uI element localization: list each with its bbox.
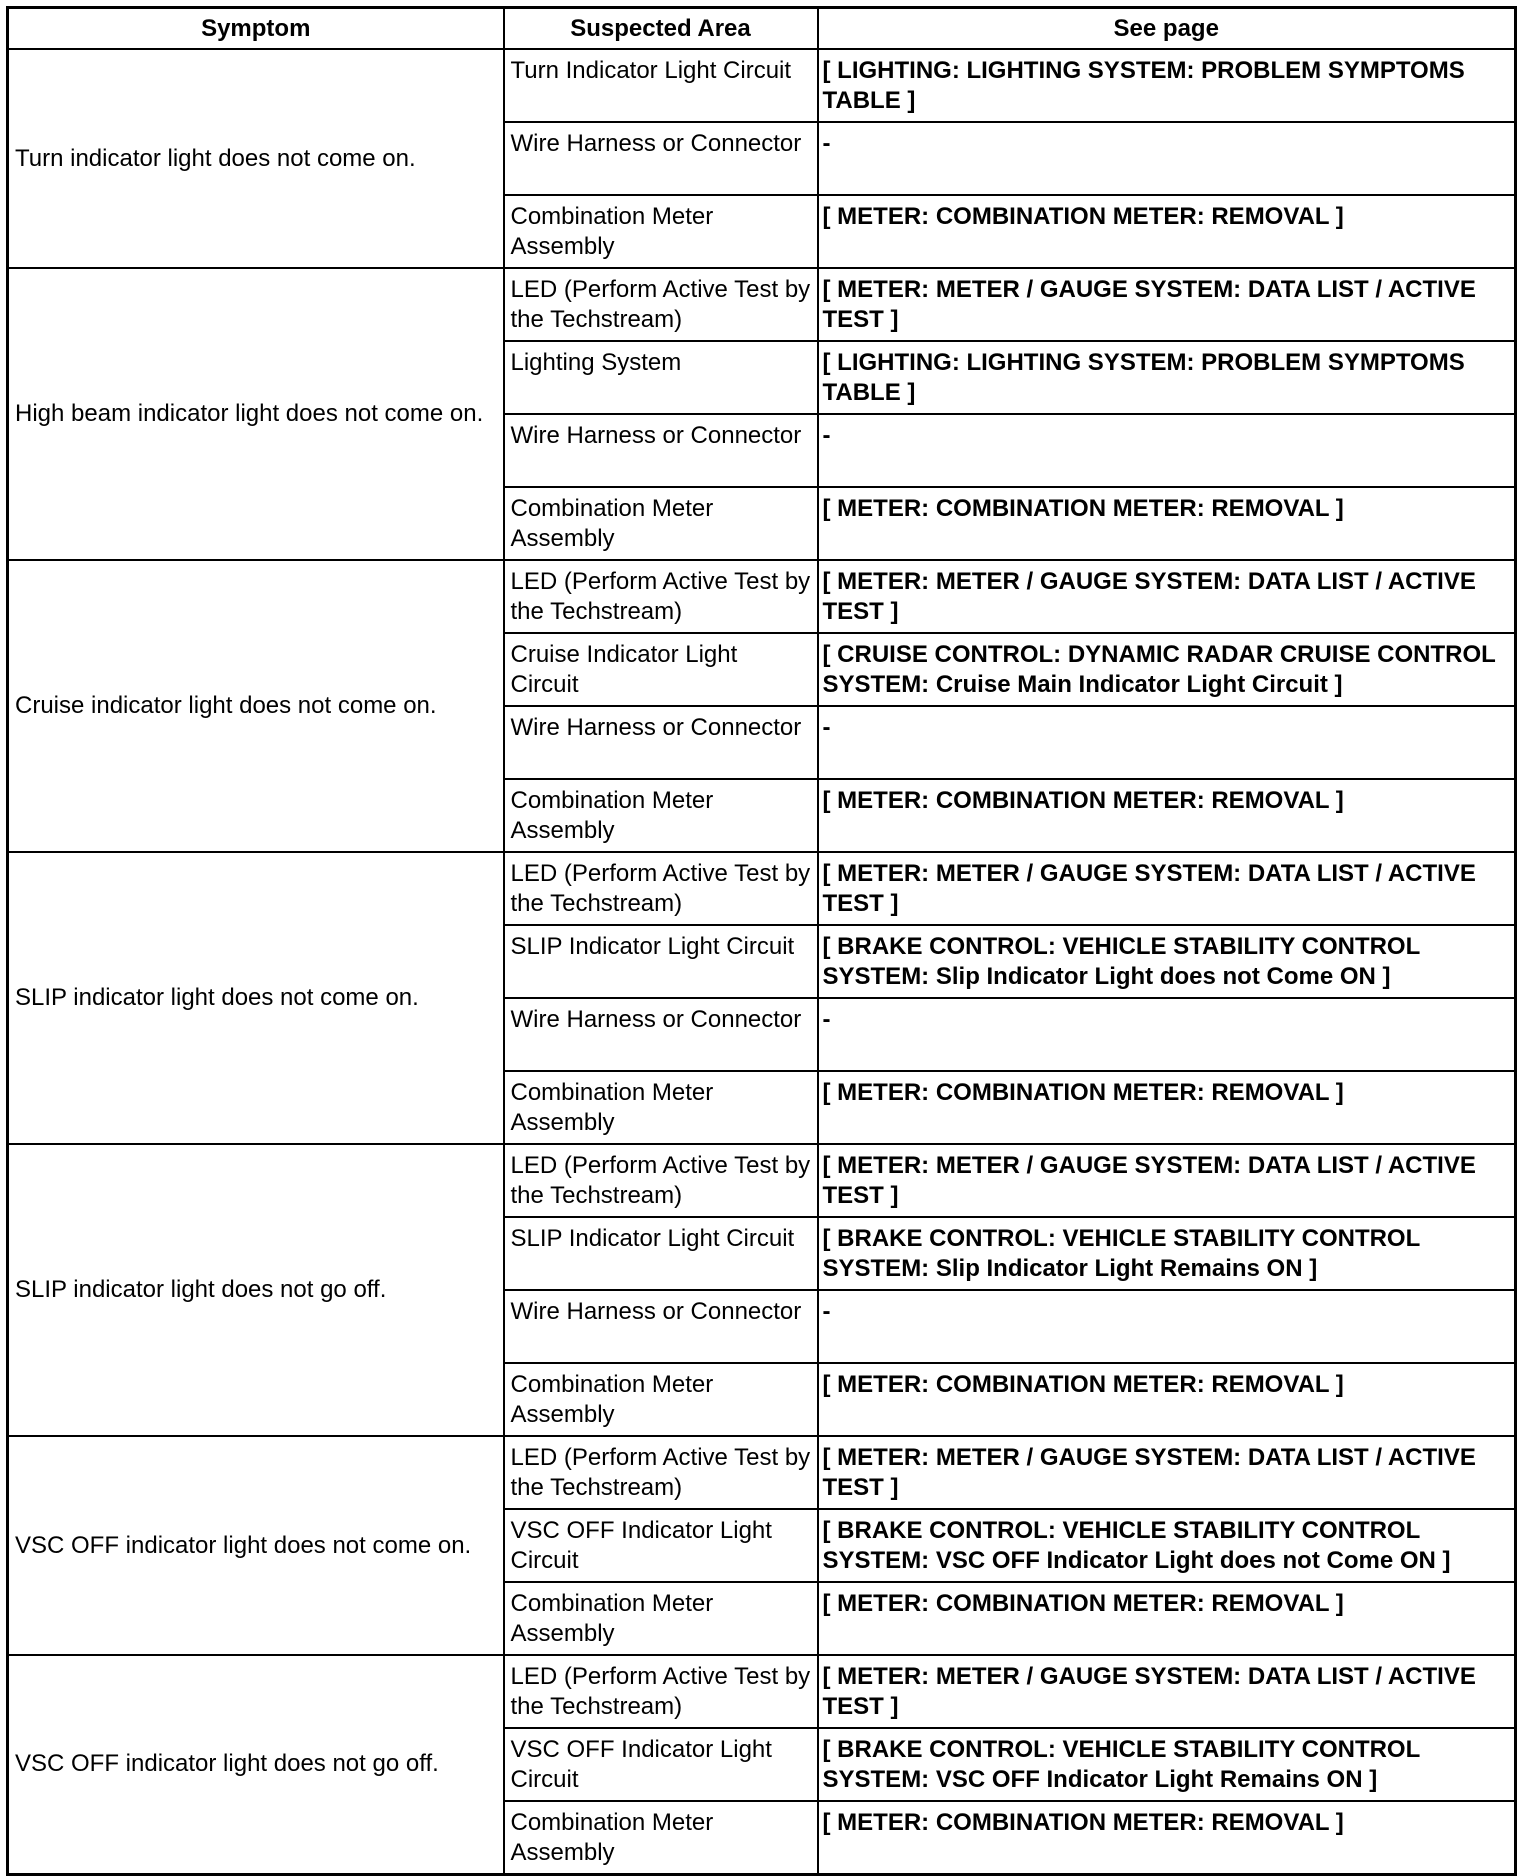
table-row (8, 1655, 1516, 1728)
suspected-area-cell: SLIP Indicator Light Circuit (504, 925, 818, 998)
suspected-area-cell: Wire Harness or Connector (504, 706, 818, 779)
table-header (8, 8, 1516, 50)
suspected-area-cell: Cruise Indicator Light Circuit (504, 633, 818, 706)
symptom-cell: Turn indicator light does not come on. (8, 49, 504, 268)
see-page-cell: [ METER: COMBINATION METER: REMOVAL ] (818, 779, 1516, 852)
see-page-cell: [ METER: METER / GAUGE SYSTEM: DATA LIST / ACTIVE TEST ] (818, 1144, 1516, 1217)
see-page-cell: - (818, 414, 1516, 487)
see-page-cell: - (818, 122, 1516, 195)
table-row (8, 1436, 1516, 1509)
suspected-area-cell: VSC OFF Indicator Light Circuit (504, 1728, 818, 1801)
suspected-area-cell: LED (Perform Active Test by the Techstream) (504, 268, 818, 341)
see-page-cell: [ METER: COMBINATION METER: REMOVAL ] (818, 487, 1516, 560)
see-page-cell: [ METER: COMBINATION METER: REMOVAL ] (818, 1582, 1516, 1655)
symptom-cell: VSC OFF indicator light does not come on. (8, 1436, 504, 1655)
table-row (8, 49, 1516, 122)
header-see-page: See page (818, 8, 1516, 50)
suspected-area-cell: Combination Meter Assembly (504, 1071, 818, 1144)
header-symptom: Symptom (8, 8, 504, 50)
see-page-cell: [ METER: METER / GAUGE SYSTEM: DATA LIST / ACTIVE TEST ] (818, 560, 1516, 633)
table-body (8, 49, 1516, 1874)
suspected-area-cell: VSC OFF Indicator Light Circuit (504, 1509, 818, 1582)
suspected-area-cell: LED (Perform Active Test by the Techstream) (504, 1436, 818, 1509)
see-page-cell: [ METER: COMBINATION METER: REMOVAL ] (818, 1363, 1516, 1436)
suspected-area-cell: LED (Perform Active Test by the Techstream) (504, 1655, 818, 1728)
see-page-cell: [ METER: METER / GAUGE SYSTEM: DATA LIST / ACTIVE TEST ] (818, 1436, 1516, 1509)
see-page-cell: [ BRAKE CONTROL: VEHICLE STABILITY CONTROL SYSTEM: VSC OFF Indicator Light does not Come ON ] (818, 1509, 1516, 1582)
suspected-area-cell: Wire Harness or Connector (504, 998, 818, 1071)
table-row (8, 852, 1516, 925)
symptom-cell: VSC OFF indicator light does not go off. (8, 1655, 504, 1874)
suspected-area-cell: Combination Meter Assembly (504, 1363, 818, 1436)
table-row (8, 560, 1516, 633)
symptom-cell: High beam indicator light does not come on. (8, 268, 504, 560)
see-page-cell: [ METER: METER / GAUGE SYSTEM: DATA LIST / ACTIVE TEST ] (818, 1655, 1516, 1728)
symptom-cell: SLIP indicator light does not come on. (8, 852, 504, 1144)
see-page-cell: [ BRAKE CONTROL: VEHICLE STABILITY CONTROL SYSTEM: Slip Indicator Light Remains ON ] (818, 1217, 1516, 1290)
header-suspected-area: Suspected Area (504, 8, 818, 50)
table-row (8, 268, 1516, 341)
problem-symptoms-sheet (6, 6, 1517, 1876)
see-page-cell: - (818, 706, 1516, 779)
suspected-area-cell: Combination Meter Assembly (504, 195, 818, 268)
see-page-cell: [ METER: METER / GAUGE SYSTEM: DATA LIST / ACTIVE TEST ] (818, 268, 1516, 341)
suspected-area-cell: Wire Harness or Connector (504, 1290, 818, 1363)
see-page-cell: [ METER: METER / GAUGE SYSTEM: DATA LIST / ACTIVE TEST ] (818, 852, 1516, 925)
suspected-area-cell: LED (Perform Active Test by the Techstream) (504, 1144, 818, 1217)
table-row (8, 1144, 1516, 1217)
see-page-cell: [ BRAKE CONTROL: VEHICLE STABILITY CONTROL SYSTEM: VSC OFF Indicator Light Remains ON ] (818, 1728, 1516, 1801)
symptom-cell: SLIP indicator light does not go off. (8, 1144, 504, 1436)
symptom-cell: Cruise indicator light does not come on. (8, 560, 504, 852)
suspected-area-cell: Combination Meter Assembly (504, 779, 818, 852)
suspected-area-cell: Wire Harness or Connector (504, 122, 818, 195)
suspected-area-cell: Combination Meter Assembly (504, 487, 818, 560)
suspected-area-cell: Turn Indicator Light Circuit (504, 49, 818, 122)
problem-symptoms-table (6, 6, 1517, 1876)
see-page-cell: [ METER: COMBINATION METER: REMOVAL ] (818, 195, 1516, 268)
see-page-cell: [ BRAKE CONTROL: VEHICLE STABILITY CONTROL SYSTEM: Slip Indicator Light does not Come ON ] (818, 925, 1516, 998)
suspected-area-cell: SLIP Indicator Light Circuit (504, 1217, 818, 1290)
suspected-area-cell: Combination Meter Assembly (504, 1582, 818, 1655)
suspected-area-cell: Combination Meter Assembly (504, 1801, 818, 1874)
suspected-area-cell: Wire Harness or Connector (504, 414, 818, 487)
see-page-cell: - (818, 998, 1516, 1071)
see-page-cell: [ LIGHTING: LIGHTING SYSTEM: PROBLEM SYMPTOMS TABLE ] (818, 49, 1516, 122)
see-page-cell: - (818, 1290, 1516, 1363)
see-page-cell: [ CRUISE CONTROL: DYNAMIC RADAR CRUISE CONTROL SYSTEM: Cruise Main Indicator Light Circuit ] (818, 633, 1516, 706)
suspected-area-cell: Lighting System (504, 341, 818, 414)
suspected-area-cell: LED (Perform Active Test by the Techstream) (504, 852, 818, 925)
see-page-cell: [ METER: COMBINATION METER: REMOVAL ] (818, 1801, 1516, 1874)
suspected-area-cell: LED (Perform Active Test by the Techstream) (504, 560, 818, 633)
see-page-cell: [ METER: COMBINATION METER: REMOVAL ] (818, 1071, 1516, 1144)
header-row (8, 8, 1516, 50)
see-page-cell: [ LIGHTING: LIGHTING SYSTEM: PROBLEM SYMPTOMS TABLE ] (818, 341, 1516, 414)
